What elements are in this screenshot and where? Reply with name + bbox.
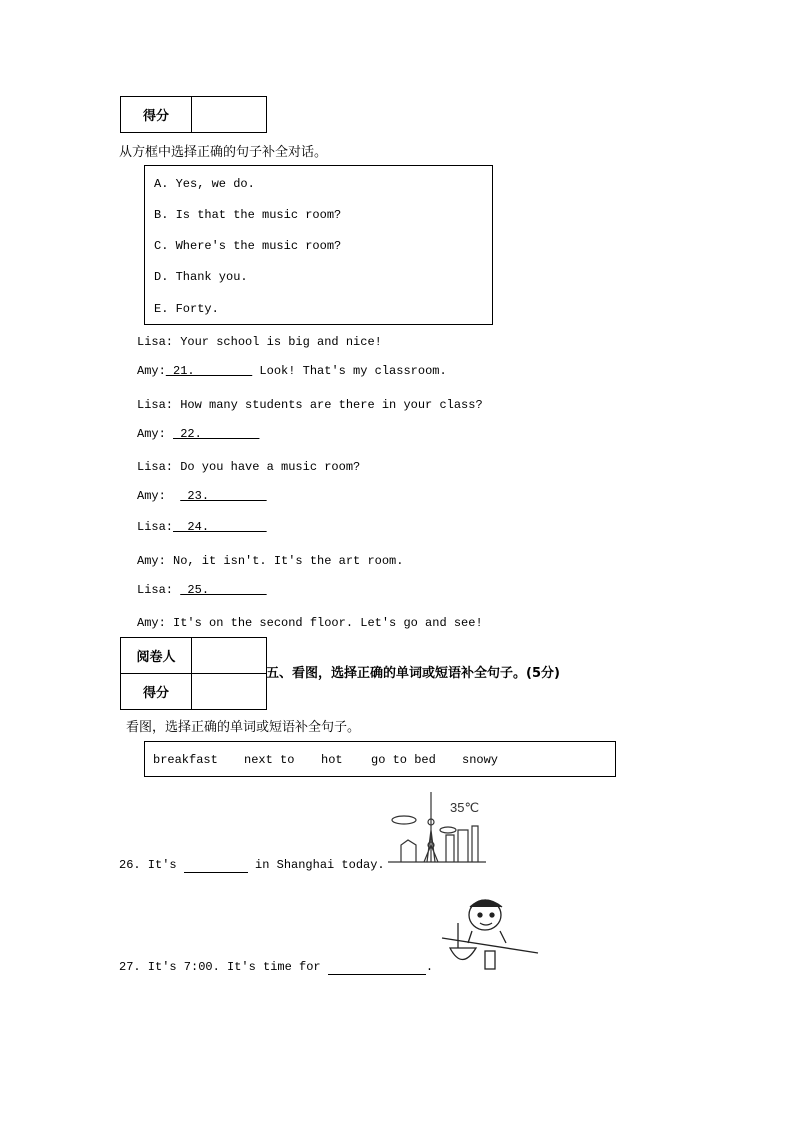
score-table	[120, 96, 267, 133]
word-bank-item: hot	[321, 753, 343, 767]
option-item: E. Forty.	[154, 302, 219, 316]
section5-instruction: 看图，选择正确的单词或短语补全句子。	[126, 720, 361, 735]
dialogue-line	[137, 427, 259, 441]
dialogue-text: Amy:	[137, 489, 181, 503]
score-label-2: 得分	[121, 674, 192, 710]
word-bank-item: snowy	[462, 753, 499, 767]
answer-blank[interactable]: 25.	[180, 583, 267, 597]
q27-text-post: .	[425, 960, 434, 974]
dialogue-text: Amy: It's on the second floor. Let's go and see!	[137, 616, 483, 630]
q26-text-pre: 26. It's	[119, 858, 184, 872]
section5-title: 五、看图，选择正确的单词或短语补全句子。(5分)	[266, 666, 560, 681]
option-item: B. Is that the music room?	[154, 208, 342, 222]
q26-text-post: in Shanghai today.	[247, 858, 385, 872]
score-label: 得分	[121, 97, 192, 133]
dialogue-line	[137, 335, 382, 349]
shanghai-skyline-image	[386, 790, 491, 865]
score-cell[interactable]	[192, 97, 267, 133]
dialogue-text: Lisa: Do you have a music room?	[137, 460, 361, 474]
option-item: A. Yes, we do.	[154, 177, 255, 191]
dialogue-line	[137, 460, 360, 474]
dialogue-text: Lisa:	[137, 583, 181, 597]
word-bank-item: go to bed	[371, 753, 436, 767]
dialogue-text: Lisa: Your school is big and nice!	[137, 335, 382, 349]
dialogue-text: Amy:	[137, 427, 174, 441]
answer-blank[interactable]: 24.	[173, 520, 267, 534]
reviewer-label: 阅卷人	[121, 638, 192, 674]
dialogue-line	[137, 489, 267, 503]
question-27	[119, 960, 433, 975]
reviewer-score-table	[120, 637, 267, 710]
answer-blank[interactable]: 21.	[165, 364, 253, 378]
dialogue-line	[137, 616, 483, 630]
dialogue-text: Lisa:	[137, 520, 174, 534]
dialogue-text: Amy: No, it isn't. It's the art room.	[137, 554, 404, 568]
temperature-label: 35℃	[450, 800, 480, 815]
dialogue-line	[137, 583, 267, 597]
q26-blank[interactable]	[184, 858, 248, 873]
q27-text-pre: 27. It's 7:00. It's time for	[119, 960, 328, 974]
q27-blank[interactable]	[328, 960, 426, 975]
dialogue-text: Amy:	[137, 364, 166, 378]
reviewer-cell[interactable]	[192, 638, 267, 674]
score-cell-2[interactable]	[192, 674, 267, 710]
option-item: D. Thank you.	[154, 270, 248, 284]
word-bank-item: breakfast	[153, 753, 218, 767]
dialogue-line	[137, 364, 447, 378]
dialogue-line	[137, 554, 403, 568]
boy-eating-image	[440, 893, 540, 973]
option-item: C. Where's the music room?	[154, 239, 342, 253]
answer-blank[interactable]: 22.	[173, 427, 260, 441]
question-26	[119, 858, 385, 873]
section4-instruction: 从方框中选择正确的句子补全对话。	[119, 145, 328, 160]
dialogue-line	[137, 398, 483, 412]
dialogue-line	[137, 520, 267, 534]
dialogue-text: Look! That's my classroom.	[252, 364, 447, 378]
answer-blank[interactable]: 23.	[180, 489, 267, 503]
dialogue-text: Lisa: How many students are there in your class?	[137, 398, 483, 412]
word-bank-item: next to	[244, 753, 295, 767]
